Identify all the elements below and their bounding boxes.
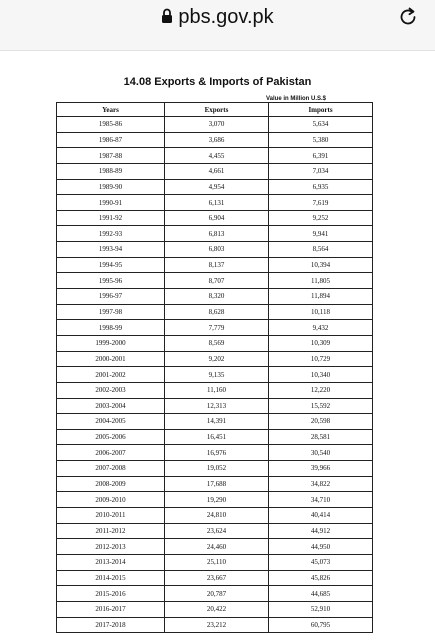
cell-imports: 45,826 bbox=[269, 570, 373, 586]
cell-imports: 11,805 bbox=[269, 273, 373, 289]
cell-exports: 9,135 bbox=[165, 367, 269, 383]
cell-imports: 44,685 bbox=[269, 586, 373, 602]
table-row bbox=[57, 617, 373, 633]
table-row bbox=[57, 367, 373, 383]
cell-year: 1995-96 bbox=[57, 273, 165, 289]
table-row bbox=[57, 398, 373, 414]
cell-exports: 14,391 bbox=[165, 414, 269, 430]
cell-year: 1996-97 bbox=[57, 289, 165, 305]
cell-exports: 17,688 bbox=[165, 476, 269, 492]
column-header-imports: Imports bbox=[269, 103, 373, 117]
lock-icon bbox=[161, 8, 173, 24]
cell-imports: 45,073 bbox=[269, 554, 373, 570]
cell-year: 2001-2002 bbox=[57, 367, 165, 383]
exports-imports-table bbox=[56, 102, 373, 633]
cell-exports: 8,569 bbox=[165, 335, 269, 351]
cell-imports: 9,941 bbox=[269, 226, 373, 242]
cell-imports: 10,394 bbox=[269, 257, 373, 273]
cell-exports: 8,320 bbox=[165, 289, 269, 305]
unit-note: Value in Million U.S.$ bbox=[266, 96, 327, 102]
table-row bbox=[57, 492, 373, 508]
cell-imports: 10,118 bbox=[269, 304, 373, 320]
cell-exports: 24,810 bbox=[165, 508, 269, 524]
cell-imports: 9,432 bbox=[269, 320, 373, 336]
cell-imports: 9,252 bbox=[269, 210, 373, 226]
cell-exports: 4,661 bbox=[165, 163, 269, 179]
cell-year: 1997-98 bbox=[57, 304, 165, 320]
cell-imports: 6,935 bbox=[269, 179, 373, 195]
cell-exports: 4,455 bbox=[165, 148, 269, 164]
cell-imports: 52,910 bbox=[269, 601, 373, 617]
cell-year: 1998-99 bbox=[57, 320, 165, 336]
cell-imports: 7,619 bbox=[269, 195, 373, 211]
column-header-exports: Exports bbox=[165, 103, 269, 117]
table-row bbox=[57, 382, 373, 398]
cell-year: 2007-2008 bbox=[57, 461, 165, 477]
cell-year: 2015-2016 bbox=[57, 586, 165, 602]
table-row bbox=[57, 554, 373, 570]
cell-exports: 8,628 bbox=[165, 304, 269, 320]
table-row bbox=[57, 461, 373, 477]
cell-year: 1989-90 bbox=[57, 179, 165, 195]
cell-exports: 11,160 bbox=[165, 382, 269, 398]
cell-exports: 19,290 bbox=[165, 492, 269, 508]
domain-text: pbs.gov.pk bbox=[178, 6, 274, 28]
cell-imports: 34,822 bbox=[269, 476, 373, 492]
table-row bbox=[57, 195, 373, 211]
cell-imports: 34,710 bbox=[269, 492, 373, 508]
cell-exports: 8,137 bbox=[165, 257, 269, 273]
cell-year: 2006-2007 bbox=[57, 445, 165, 461]
cell-imports: 5,634 bbox=[269, 117, 373, 133]
cell-year: 2014-2015 bbox=[57, 570, 165, 586]
cell-year: 1994-95 bbox=[57, 257, 165, 273]
cell-year: 1986-87 bbox=[57, 132, 165, 148]
cell-imports: 15,592 bbox=[269, 398, 373, 414]
cell-imports: 7,034 bbox=[269, 163, 373, 179]
cell-imports: 28,581 bbox=[269, 429, 373, 445]
viewport-edge bbox=[0, 634, 435, 640]
table-row bbox=[57, 179, 373, 195]
cell-exports: 6,131 bbox=[165, 195, 269, 211]
cell-year: 2009-2010 bbox=[57, 492, 165, 508]
address-display[interactable] bbox=[0, 6, 435, 29]
table-row bbox=[57, 210, 373, 226]
cell-exports: 23,624 bbox=[165, 523, 269, 539]
cell-exports: 12,313 bbox=[165, 398, 269, 414]
cell-exports: 8,707 bbox=[165, 273, 269, 289]
table-row bbox=[57, 476, 373, 492]
table-row bbox=[57, 304, 373, 320]
cell-year: 2013-2014 bbox=[57, 554, 165, 570]
cell-exports: 20,422 bbox=[165, 601, 269, 617]
cell-imports: 20,598 bbox=[269, 414, 373, 430]
cell-imports: 12,220 bbox=[269, 382, 373, 398]
cell-exports: 3,686 bbox=[165, 132, 269, 148]
cell-exports: 7,779 bbox=[165, 320, 269, 336]
cell-year: 1990-91 bbox=[57, 195, 165, 211]
cell-imports: 40,414 bbox=[269, 508, 373, 524]
cell-year: 2017-2018 bbox=[57, 617, 165, 633]
cell-exports: 3,070 bbox=[165, 117, 269, 133]
cell-year: 2004-2005 bbox=[57, 414, 165, 430]
cell-imports: 10,309 bbox=[269, 335, 373, 351]
table-row bbox=[57, 132, 373, 148]
cell-exports: 4,954 bbox=[165, 179, 269, 195]
cell-exports: 23,212 bbox=[165, 617, 269, 633]
cell-imports: 44,912 bbox=[269, 523, 373, 539]
table-row bbox=[57, 445, 373, 461]
cell-imports: 5,380 bbox=[269, 132, 373, 148]
reload-icon[interactable] bbox=[397, 6, 419, 28]
table-body bbox=[57, 117, 373, 633]
cell-imports: 60,795 bbox=[269, 617, 373, 633]
table-row bbox=[57, 148, 373, 164]
table-row bbox=[57, 320, 373, 336]
cell-imports: 30,540 bbox=[269, 445, 373, 461]
cell-year: 2012-2013 bbox=[57, 539, 165, 555]
table-row bbox=[57, 289, 373, 305]
table-row bbox=[57, 414, 373, 430]
cell-imports: 6,391 bbox=[269, 148, 373, 164]
cell-year: 1991-92 bbox=[57, 210, 165, 226]
cell-year: 2000-2001 bbox=[57, 351, 165, 367]
cell-exports: 6,904 bbox=[165, 210, 269, 226]
cell-exports: 19,052 bbox=[165, 461, 269, 477]
table-row bbox=[57, 273, 373, 289]
cell-year: 1988-89 bbox=[57, 163, 165, 179]
table-row bbox=[57, 429, 373, 445]
table-row bbox=[57, 226, 373, 242]
browser-url-bar[interactable] bbox=[0, 0, 435, 51]
cell-year: 1999-2000 bbox=[57, 335, 165, 351]
table-row bbox=[57, 570, 373, 586]
table-row bbox=[57, 242, 373, 258]
page-title: 14.08 Exports & Imports of Pakistan bbox=[123, 76, 312, 88]
cell-year: 1985-86 bbox=[57, 117, 165, 133]
table-row bbox=[57, 586, 373, 602]
table-row bbox=[57, 351, 373, 367]
cell-imports: 10,340 bbox=[269, 367, 373, 383]
cell-year: 2010-2011 bbox=[57, 508, 165, 524]
cell-year: 2002-2003 bbox=[57, 382, 165, 398]
table-row bbox=[57, 163, 373, 179]
cell-year: 2003-2004 bbox=[57, 398, 165, 414]
column-header-years: Years bbox=[57, 103, 165, 117]
cell-exports: 16,451 bbox=[165, 429, 269, 445]
table-row bbox=[57, 257, 373, 273]
cell-exports: 23,667 bbox=[165, 570, 269, 586]
cell-imports: 11,894 bbox=[269, 289, 373, 305]
table-row bbox=[57, 523, 373, 539]
cell-year: 2008-2009 bbox=[57, 476, 165, 492]
cell-exports: 20,787 bbox=[165, 586, 269, 602]
cell-year: 1993-94 bbox=[57, 242, 165, 258]
cell-imports: 44,950 bbox=[269, 539, 373, 555]
table-row bbox=[57, 117, 373, 133]
cell-imports: 8,564 bbox=[269, 242, 373, 258]
cell-year: 2016-2017 bbox=[57, 601, 165, 617]
table-row bbox=[57, 335, 373, 351]
cell-exports: 9,202 bbox=[165, 351, 269, 367]
cell-exports: 6,803 bbox=[165, 242, 269, 258]
table-row bbox=[57, 539, 373, 555]
cell-imports: 10,729 bbox=[269, 351, 373, 367]
header-row bbox=[57, 103, 373, 117]
cell-year: 1992-93 bbox=[57, 226, 165, 242]
cell-year: 2011-2012 bbox=[57, 523, 165, 539]
cell-exports: 24,460 bbox=[165, 539, 269, 555]
cell-exports: 16,976 bbox=[165, 445, 269, 461]
cell-year: 2005-2006 bbox=[57, 429, 165, 445]
cell-imports: 39,966 bbox=[269, 461, 373, 477]
cell-year: 1987-88 bbox=[57, 148, 165, 164]
table-row bbox=[57, 601, 373, 617]
cell-exports: 25,110 bbox=[165, 554, 269, 570]
cell-exports: 6,813 bbox=[165, 226, 269, 242]
table-row bbox=[57, 508, 373, 524]
